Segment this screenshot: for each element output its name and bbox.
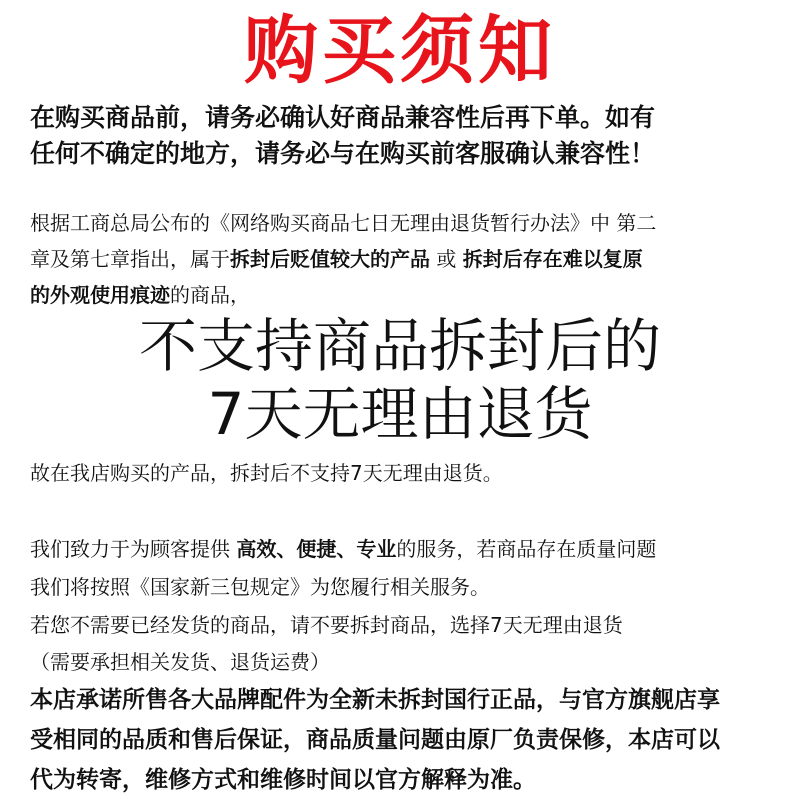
service-line: 若您不需要已经发货的商品，请不要拆封商品，选择7天无理由退货 xyxy=(30,613,623,637)
no-return-headline xyxy=(0,312,800,448)
promise-line: 代为转寄，维修方式和维修时间以官方解释为准。 xyxy=(30,767,536,793)
service-line: 我们将按照《国家新三包规定》为您履行相关服务。 xyxy=(30,575,490,599)
policy-text: 的商品， xyxy=(170,283,250,307)
policy-emphasis: 拆封后贬值较大的产品 xyxy=(230,247,430,271)
service-text: 的服务，若商品存在质量问题 xyxy=(396,537,657,561)
service-paragraph xyxy=(30,530,780,680)
policy-emphasis: 的外观使用痕迹 xyxy=(30,283,170,307)
headline-line: 7天无理由退货 xyxy=(207,380,593,448)
return-policy-paragraph xyxy=(30,205,780,313)
service-line: （需要承担相关发货、退货运费） xyxy=(30,650,330,674)
store-notice: 故在我店购买的产品，拆封后不支持7天无理由退货。 xyxy=(30,461,503,485)
store-promise xyxy=(30,680,790,800)
page-title: 购买须知 xyxy=(244,8,556,94)
compatibility-warning xyxy=(30,100,780,172)
policy-line xyxy=(30,277,780,313)
service-emphasis: 高效、便捷、专业 xyxy=(236,537,397,561)
service-text: 我们致力于为顾客提供 xyxy=(30,537,237,561)
promise-line: 受相同的品质和售后保证，商品质量问题由原厂负责保修，本店可以 xyxy=(30,727,720,753)
promise-line: 本店承诺所售各大品牌配件为全新未拆封国行正品，与官方旗舰店享 xyxy=(30,687,720,713)
warning-line: 任何不确定的地方，请务必与在购买前客服确认兼容性！ xyxy=(30,139,656,168)
warning-line: 在购买商品前，请务必确认好商品兼容性后再下单。如有 xyxy=(30,103,656,132)
headline-line: 不支持商品拆封后的 xyxy=(138,312,661,380)
policy-line xyxy=(30,241,780,277)
policy-emphasis: 拆封后存在难以复原 xyxy=(462,247,643,271)
policy-text: 章及第七章指出，属于 xyxy=(30,247,230,271)
policy-line: 根据工商总局公布的《网络购买商品七日无理由退货暂行办法》中 第二 xyxy=(30,211,657,235)
service-line xyxy=(30,530,780,568)
policy-text: 或 xyxy=(430,247,463,271)
